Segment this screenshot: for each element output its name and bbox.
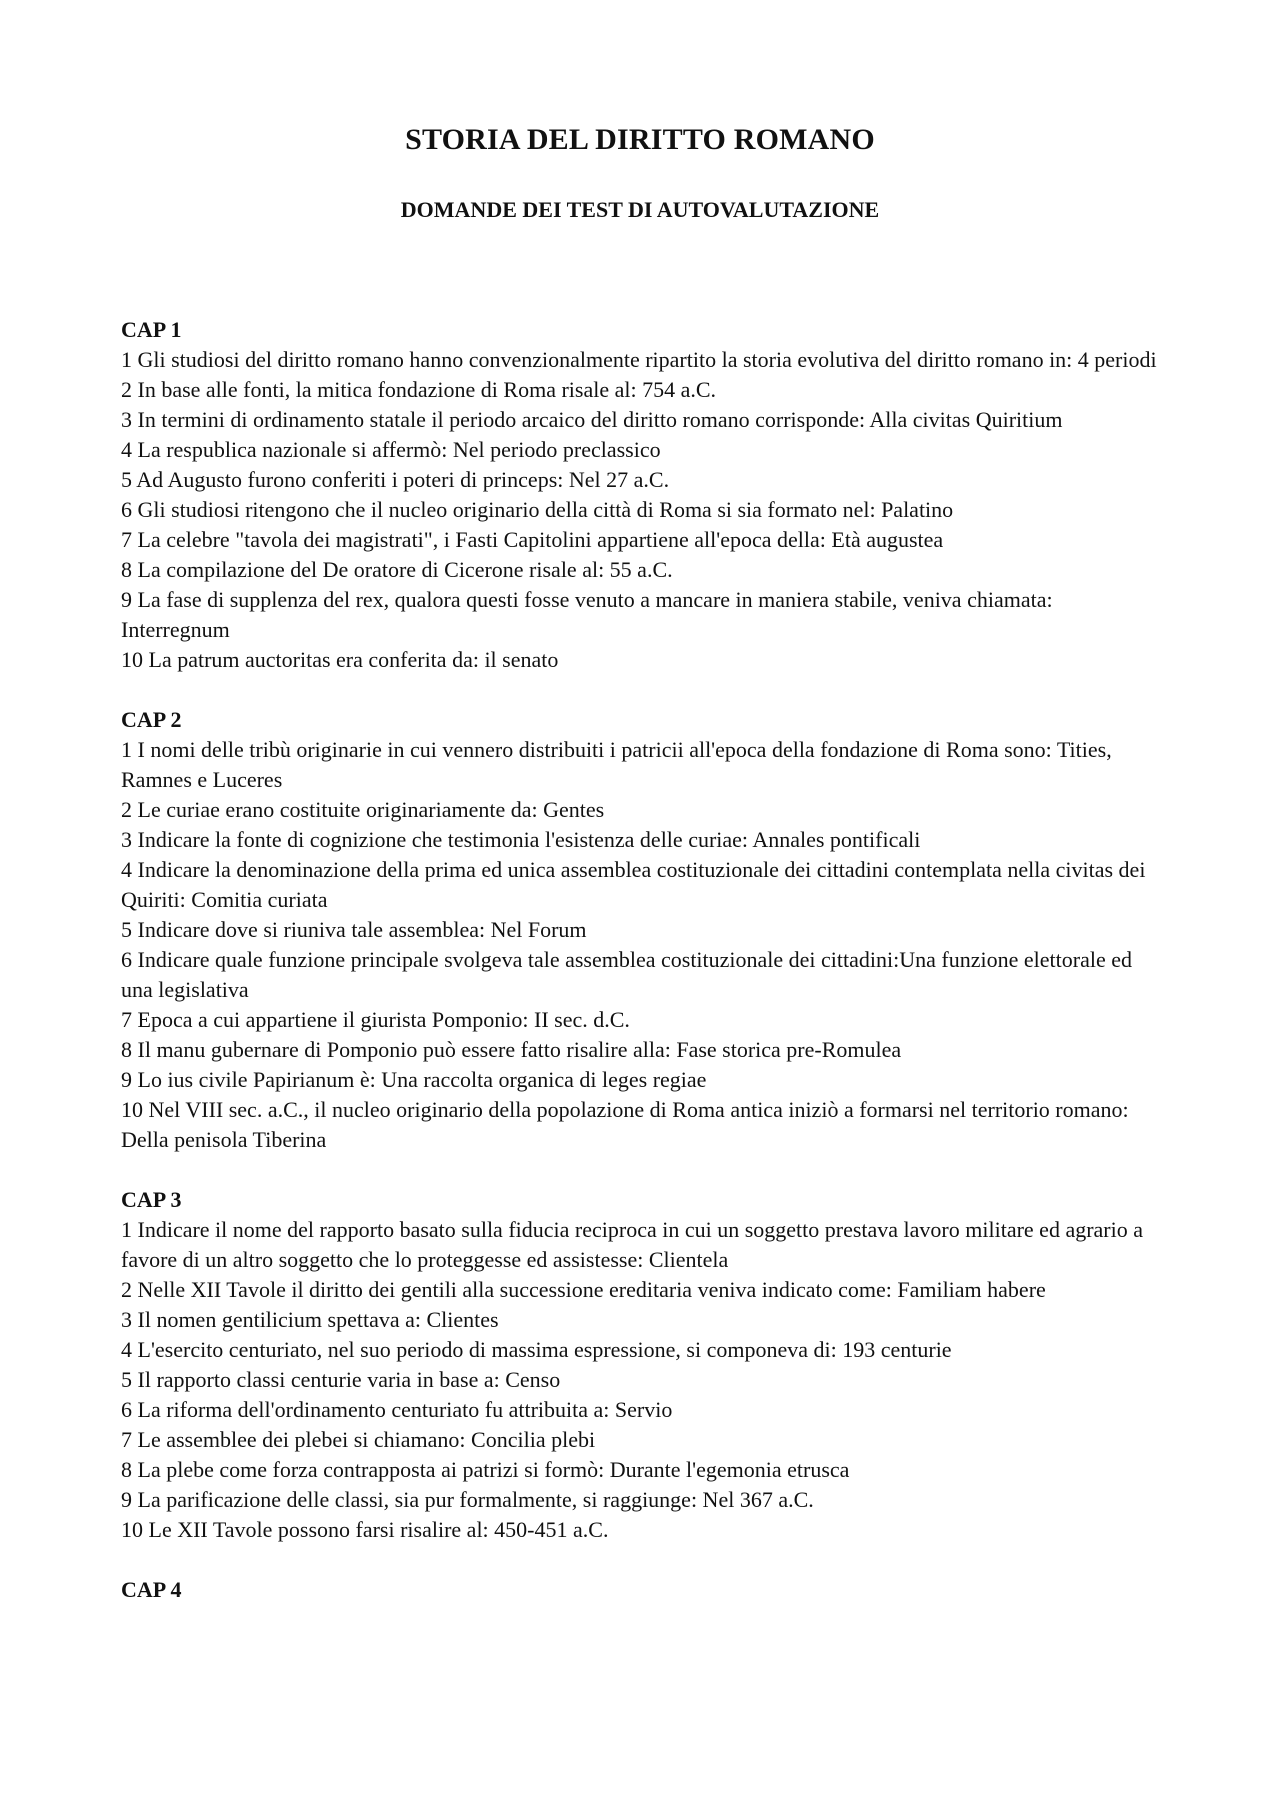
question-item: 7 La celebre "tavola dei magistrati", i Fasti Capitolini appartiene all'epoca della: Età augustea	[121, 527, 944, 552]
document-body	[121, 315, 1166, 1635]
question-item: 4 Indicare la denominazione della prima ed unica assemblea costituzionale dei cittadini contemplata nella civitas dei Quiriti: Comitia curiata	[121, 857, 1146, 912]
question-item: 9 La fase di supplenza del rex, qualora questi fosse venuto a mancare in maniera stabile, veniva chiamata: Interregnum	[121, 587, 1053, 642]
question-item: 10 Nel VIII sec. a.C., il nucleo originario della popolazione di Roma antica iniziò a formarsi nel territorio romano: Della penisola Tiberina	[121, 1097, 1129, 1152]
question-item: 9 Lo ius civile Papirianum è: Una raccolta organica di leges regiae	[121, 1067, 707, 1092]
question-item: 1 Gli studiosi del diritto romano hanno convenzionalmente ripartito la storia evolutiva del diritto romano in: 4 periodi	[121, 347, 1157, 372]
question-item: 4 L'esercito centuriato, nel suo periodo di massima espressione, si componeva di: 193 centurie	[121, 1337, 952, 1362]
question-item: 8 La plebe come forza contrapposta ai patrizi si formò: Durante l'egemonia etrusca	[121, 1457, 850, 1482]
question-item: 1 Indicare il nome del rapporto basato sulla fiducia reciproca in cui un soggetto prestava lavoro militare ed agrario a favore di un altro soggetto che lo proteggesse ed assistesse: Clientela	[121, 1217, 1144, 1272]
question-item: 6 Gli studiosi ritengono che il nucleo originario della città di Roma si sia formato nel: Palatino	[121, 497, 954, 522]
question-item: 1 I nomi delle tribù originarie in cui vennero distribuiti i patricii all'epoca della fondazione di Roma sono: Tities, Ramnes e Luceres	[121, 737, 1112, 792]
question-item: 3 Indicare la fonte di cognizione che testimonia l'esistenza delle curiae: Annales pontificali	[121, 827, 921, 852]
question-item: 5 Indicare dove si riuniva tale assemblea: Nel Forum	[121, 917, 587, 942]
question-item: 7 Le assemblee dei plebei si chiamano: Concilia plebi	[121, 1427, 596, 1452]
question-item: 7 Epoca a cui appartiene il giurista Pomponio: II sec. d.C.	[121, 1007, 630, 1032]
question-item: 2 In base alle fonti, la mitica fondazione di Roma risale al: 754 a.C.	[121, 377, 717, 402]
document-title: STORIA DEL DIRITTO ROMANO	[405, 123, 875, 156]
question-item: 3 Il nomen gentilicium spettava a: Clientes	[121, 1307, 499, 1332]
question-item: 10 Le XII Tavole possono farsi risalire al: 450-451 a.C.	[121, 1517, 609, 1542]
question-item: 9 La parificazione delle classi, sia pur formalmente, si raggiunge: Nel 367 a.C.	[121, 1487, 814, 1512]
chapter-title: CAP 4	[121, 1577, 182, 1602]
question-item: 5 Ad Augusto furono conferiti i poteri di princeps: Nel 27 a.C.	[121, 467, 670, 492]
chapter-section	[121, 705, 1166, 1155]
question-item: 3 In termini di ordinamento statale il periodo arcaico del diritto romano corrisponde: Alla civitas Quiritium	[121, 407, 1063, 432]
question-item: 4 La respublica nazionale si affermò: Nel periodo preclassico	[121, 437, 661, 462]
chapter-section	[121, 1575, 1166, 1605]
question-item: 8 Il manu gubernare di Pomponio può essere fatto risalire alla: Fase storica pre-Romulea	[121, 1037, 902, 1062]
chapter-section	[121, 1185, 1166, 1545]
question-item: 5 Il rapporto classi centurie varia in base a: Censo	[121, 1367, 561, 1392]
question-item: 6 La riforma dell'ordinamento centuriato fu attribuita a: Servio	[121, 1397, 673, 1422]
chapter-section	[121, 315, 1166, 675]
chapter-title: CAP 3	[121, 1187, 182, 1212]
question-item: 6 Indicare quale funzione principale svolgeva tale assemblea costituzionale dei cittadini:Una funzione elettorale ed una legislativa	[121, 947, 1132, 1002]
document-subtitle: DOMANDE DEI TEST DI AUTOVALUTAZIONE	[400, 197, 880, 222]
chapter-title: CAP 2	[121, 707, 182, 732]
chapter-title: CAP 1	[121, 317, 182, 342]
question-item: 2 Nelle XII Tavole il diritto dei gentili alla successione ereditaria veniva indicato come: Familiam habere	[121, 1277, 1046, 1302]
question-item: 2 Le curiae erano costituite originariamente da: Gentes	[121, 797, 605, 822]
question-item: 10 La patrum auctoritas era conferita da: il senato	[121, 647, 559, 672]
question-item: 8 La compilazione del De oratore di Cicerone risale al: 55 a.C.	[121, 557, 673, 582]
